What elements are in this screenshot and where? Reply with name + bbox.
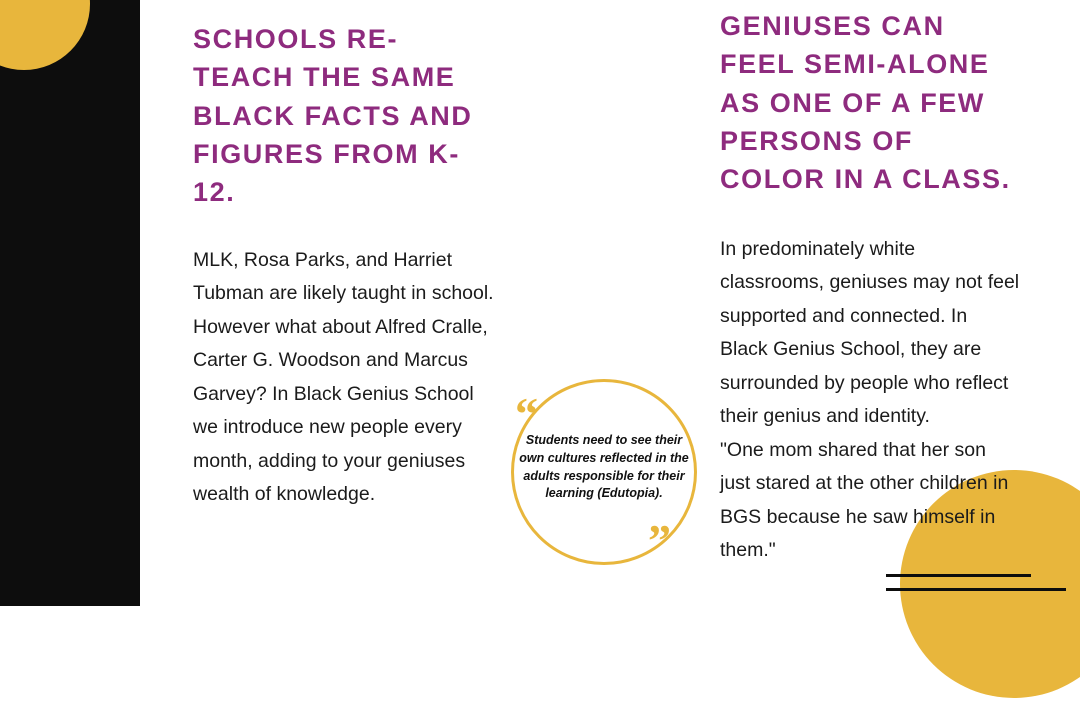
black-rule-short xyxy=(886,574,1031,577)
left-column-heading: SCHOOLS RE-TEACH THE SAME BLACK FACTS AND FIGURES FROM K-12. xyxy=(193,24,473,208)
right-column xyxy=(720,0,1020,568)
left-column-body: MLK, Rosa Parks, and Harriet Tubman are likely taught in school. However what about Alfred Cralle, Carter G. Woodson and Marcus Garvey? In Black Genius School we introduce new people every month, adding to your geniuses wealth of knowledge. xyxy=(193,248,494,506)
left-column xyxy=(193,0,498,512)
right-column-body: In predominately white classrooms, geniuses may not feel supported and connected. In Black Genius School, they are surrounded by people who reflect their genius and identity. xyxy=(720,237,1020,428)
black-rule-long xyxy=(886,588,1066,591)
quote-open-icon: “ xyxy=(515,388,538,439)
quote-text: Students need to see their own cultures reflected in the adults responsible for their learning (Edutopia). xyxy=(519,433,689,501)
black-side-bar xyxy=(0,0,140,606)
quote-close-icon: ” xyxy=(648,515,671,566)
right-column-heading: GENIUSES CAN FEEL SEMI-ALONE AS ONE OF A FEW PERSONS OF COLOR IN A CLASS. xyxy=(720,11,1011,195)
right-column-testimonial: "One mom shared that her son just stared at the other children in BGS because he saw himself in them." xyxy=(720,438,1009,562)
